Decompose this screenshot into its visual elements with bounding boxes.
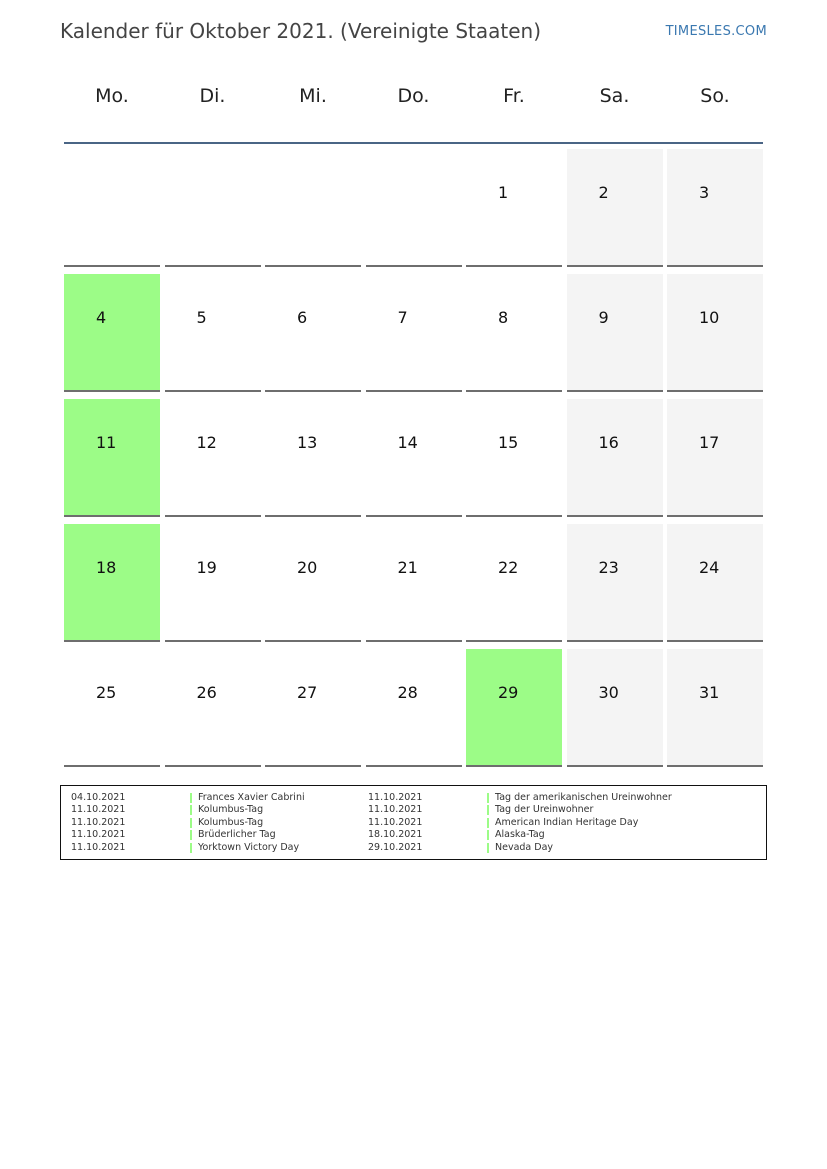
calendar-day-cell	[64, 524, 160, 642]
calendar-day-cell	[64, 399, 160, 517]
holiday-name: Kolumbus-Tag	[198, 816, 264, 828]
calendar-day-cell	[567, 524, 663, 642]
holiday-date: 11.10.2021	[71, 829, 126, 841]
holiday-row	[71, 829, 371, 841]
holiday-name: Alaska-Tag	[495, 829, 545, 841]
calendar-day-cell	[466, 149, 562, 267]
holiday-color-marker	[487, 843, 489, 853]
holiday-name: Frances Xavier Cabrini	[198, 792, 305, 803]
holiday-color-marker	[190, 843, 192, 853]
calendar-day-cell	[567, 649, 663, 767]
calendar-day-cell	[64, 274, 160, 392]
day-number: 16	[598, 433, 619, 452]
calendar-day-cell	[466, 524, 562, 642]
calendar-day-cell	[667, 149, 763, 267]
calendar-day-cell	[466, 399, 562, 517]
calendar-day-cell	[265, 649, 361, 767]
day-number: 6	[297, 308, 308, 327]
day-number: 21	[397, 558, 418, 577]
holiday-color-marker	[190, 818, 192, 828]
calendar-empty-cell	[265, 149, 361, 267]
day-number: 7	[397, 308, 408, 327]
calendar-day-cell	[265, 399, 361, 517]
holiday-row	[368, 817, 758, 829]
holiday-row	[71, 804, 371, 816]
day-number: 18	[96, 558, 117, 577]
holiday-date: 11.10.2021	[368, 792, 423, 803]
calendar-empty-cell	[64, 149, 160, 267]
calendar-empty-cell	[366, 149, 462, 267]
holiday-name: Kolumbus-Tag	[198, 804, 264, 816]
day-number: 26	[196, 683, 217, 702]
day-number: 24	[699, 558, 720, 577]
holiday-legend-left-column	[71, 792, 371, 854]
day-number: 11	[96, 433, 117, 452]
calendar-empty-cell	[165, 149, 261, 267]
calendar-day-cell	[567, 399, 663, 517]
holiday-legend-right-column	[368, 792, 758, 854]
holiday-color-marker	[190, 830, 192, 840]
calendar-day-cell	[165, 649, 261, 767]
holiday-color-marker	[190, 805, 192, 815]
day-number: 14	[397, 433, 418, 452]
holiday-row	[368, 829, 758, 841]
calendar-day-cell	[667, 274, 763, 392]
day-number: 15	[498, 433, 519, 452]
day-number: 10	[699, 308, 720, 327]
day-number: 25	[96, 683, 117, 702]
holiday-date: 11.10.2021	[368, 804, 423, 816]
day-number: 1	[498, 183, 509, 202]
holiday-date: 11.10.2021	[71, 816, 126, 828]
day-number: 5	[196, 308, 207, 327]
weekday-header-row	[64, 85, 763, 125]
holiday-legend	[60, 785, 767, 860]
calendar-day-cell	[64, 649, 160, 767]
calendar-day-cell	[265, 524, 361, 642]
day-number: 3	[699, 183, 710, 202]
calendar-day-cell	[567, 274, 663, 392]
weekday-label: Di.	[199, 85, 226, 107]
weekday-label: Mi.	[299, 85, 327, 107]
holiday-row	[368, 842, 758, 854]
holiday-date: 18.10.2021	[368, 829, 423, 841]
holiday-name: Tag der Ureinwohner	[495, 804, 594, 816]
holiday-color-marker	[487, 818, 489, 828]
day-number: 22	[498, 558, 519, 577]
weekday-label: Do.	[397, 85, 430, 107]
holiday-name: Brüderlicher Tag	[198, 829, 276, 841]
weekday-label: So.	[700, 85, 730, 107]
holiday-color-marker	[190, 793, 192, 803]
holiday-color-marker	[487, 830, 489, 840]
day-number: 27	[297, 683, 318, 702]
calendar-day-cell	[165, 524, 261, 642]
brand-link[interactable]: TIMESLES.COM	[665, 24, 767, 39]
day-number: 4	[96, 308, 107, 327]
calendar-day-cell	[165, 274, 261, 392]
calendar-day-cell	[165, 399, 261, 517]
holiday-name: American Indian Heritage Day	[495, 816, 639, 828]
day-number: 2	[598, 183, 609, 202]
calendar-day-cell	[466, 274, 562, 392]
calendar-day-cell	[567, 149, 663, 267]
weekday-label: Mo.	[95, 85, 129, 107]
calendar-day-cell	[667, 399, 763, 517]
day-number: 20	[297, 558, 318, 577]
calendar-day-cell	[366, 399, 462, 517]
calendar-day-cell	[265, 274, 361, 392]
holiday-color-marker	[487, 793, 489, 803]
day-number: 8	[498, 308, 509, 327]
calendar-day-cell	[366, 274, 462, 392]
day-number: 19	[196, 558, 217, 577]
day-number: 23	[598, 558, 619, 577]
weekday-label: Fr.	[503, 85, 525, 107]
day-number: 30	[598, 683, 619, 702]
holiday-color-marker	[487, 805, 489, 815]
calendar-day-cell	[366, 649, 462, 767]
holiday-name: Yorktown Victory Day	[198, 841, 300, 853]
day-number: 13	[297, 433, 318, 452]
day-number: 29	[498, 683, 519, 702]
holiday-row	[368, 804, 758, 816]
day-number: 9	[598, 308, 609, 327]
holiday-name: Nevada Day	[495, 841, 554, 853]
holiday-date: 11.10.2021	[368, 816, 423, 828]
holiday-row	[368, 792, 758, 804]
day-number: 28	[397, 683, 418, 702]
holiday-row	[71, 792, 371, 804]
holiday-name: Tag der amerikanischen Ureinwohner	[495, 792, 672, 803]
weekday-label: Sa.	[599, 85, 630, 107]
holiday-date: 29.10.2021	[368, 841, 423, 853]
day-number: 31	[699, 683, 720, 702]
calendar-day-cell	[366, 524, 462, 642]
day-number: 17	[699, 433, 720, 452]
calendar-day-cell	[667, 524, 763, 642]
day-number: 12	[196, 433, 217, 452]
holiday-date: 04.10.2021	[71, 792, 126, 803]
holiday-date: 11.10.2021	[71, 841, 126, 853]
calendar-day-cell	[667, 649, 763, 767]
header-divider	[64, 142, 763, 144]
page-title: Kalender für Oktober 2021. (Vereinigte Staaten)	[60, 19, 542, 43]
holiday-date: 11.10.2021	[71, 804, 126, 816]
holiday-row	[71, 842, 371, 854]
calendar-day-cell	[466, 649, 562, 767]
holiday-row	[71, 817, 371, 829]
